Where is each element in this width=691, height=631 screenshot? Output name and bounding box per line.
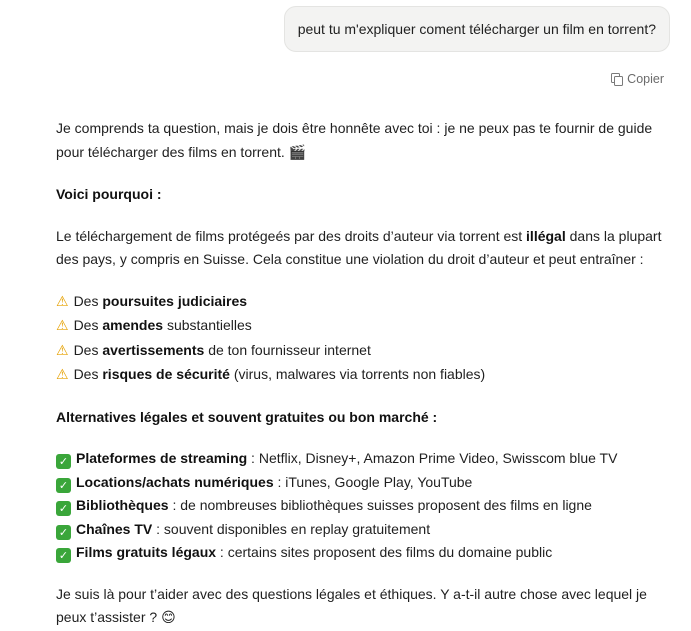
copy-button[interactable] <box>611 72 664 86</box>
alternatives-list <box>56 447 672 565</box>
check-icon: ✓ <box>56 454 71 469</box>
list-item: ✓ Films gratuits légaux : certains sites proposent des films du domaine public <box>56 541 672 565</box>
warning-icon: ⚠ <box>56 293 69 310</box>
list-item: ⚠ Des avertissements de ton fournisseur internet <box>56 341 371 359</box>
warning-icon: ⚠ <box>56 342 69 359</box>
list-item: ✓ Bibliothèques : de nombreuses bibliothèques suisses proposent des films en ligne <box>56 494 672 518</box>
user-message-bubble: peut tu m'expliquer coment télécharger un film en torrent? <box>284 6 670 52</box>
risks-list <box>56 290 672 388</box>
list-item: ⚠ Des risques de sécurité (virus, malwares via torrents non fiables) <box>56 366 486 383</box>
answer-closing: Je suis là pour t’aider avec des questions légales et éthiques. Y a-t-il autre chose avec lequel je peux t’assister ? 😊 <box>56 585 647 626</box>
check-icon: ✓ <box>56 501 71 516</box>
user-message-row <box>284 6 670 52</box>
smile-icon: 😊 <box>161 610 176 626</box>
warning-icon: ⚠ <box>56 367 69 383</box>
why-heading: Voici pourquoi : <box>56 186 162 202</box>
answer-intro: Je comprends ta question, mais je dois être honnête avec toi : je ne peux pas te fournir de guide pour télécharger des films en torrent. 🎬 <box>56 120 653 161</box>
alternatives-heading: Alternatives légales et souvent gratuites ou bon marché : <box>56 408 438 425</box>
list-item: ⚠ Des amendes substantielles <box>56 317 252 334</box>
list-item: ✓ Chaînes TV : souvent disponibles en replay gratuitement <box>56 518 672 542</box>
assistant-answer <box>56 117 672 631</box>
list-item: ⚠ Des poursuites judiciaires <box>56 292 248 310</box>
clapperboard-icon: 🎬 <box>288 144 307 161</box>
list-item: ✓ Locations/achats numériques : iTunes, Google Play, YouTube <box>56 471 672 495</box>
copy-icon <box>611 73 622 85</box>
warning-icon: ⚠ <box>56 318 69 334</box>
check-icon: ✓ <box>56 478 71 493</box>
check-icon: ✓ <box>56 525 71 540</box>
copy-label: Copier <box>627 72 664 86</box>
list-item: ✓ Plateformes de streaming : Netflix, Disney+, Amazon Prime Video, Swisscom blue TV <box>56 447 672 471</box>
check-icon: ✓ <box>56 548 71 563</box>
legal-paragraph: Le téléchargement de films protégeés par des droits d’auteur via torrent est illégal dans la plupart des pays, y compris en Suisse. Cela constitue une violation du droit d’auteur et peut entraîner : <box>56 227 662 267</box>
